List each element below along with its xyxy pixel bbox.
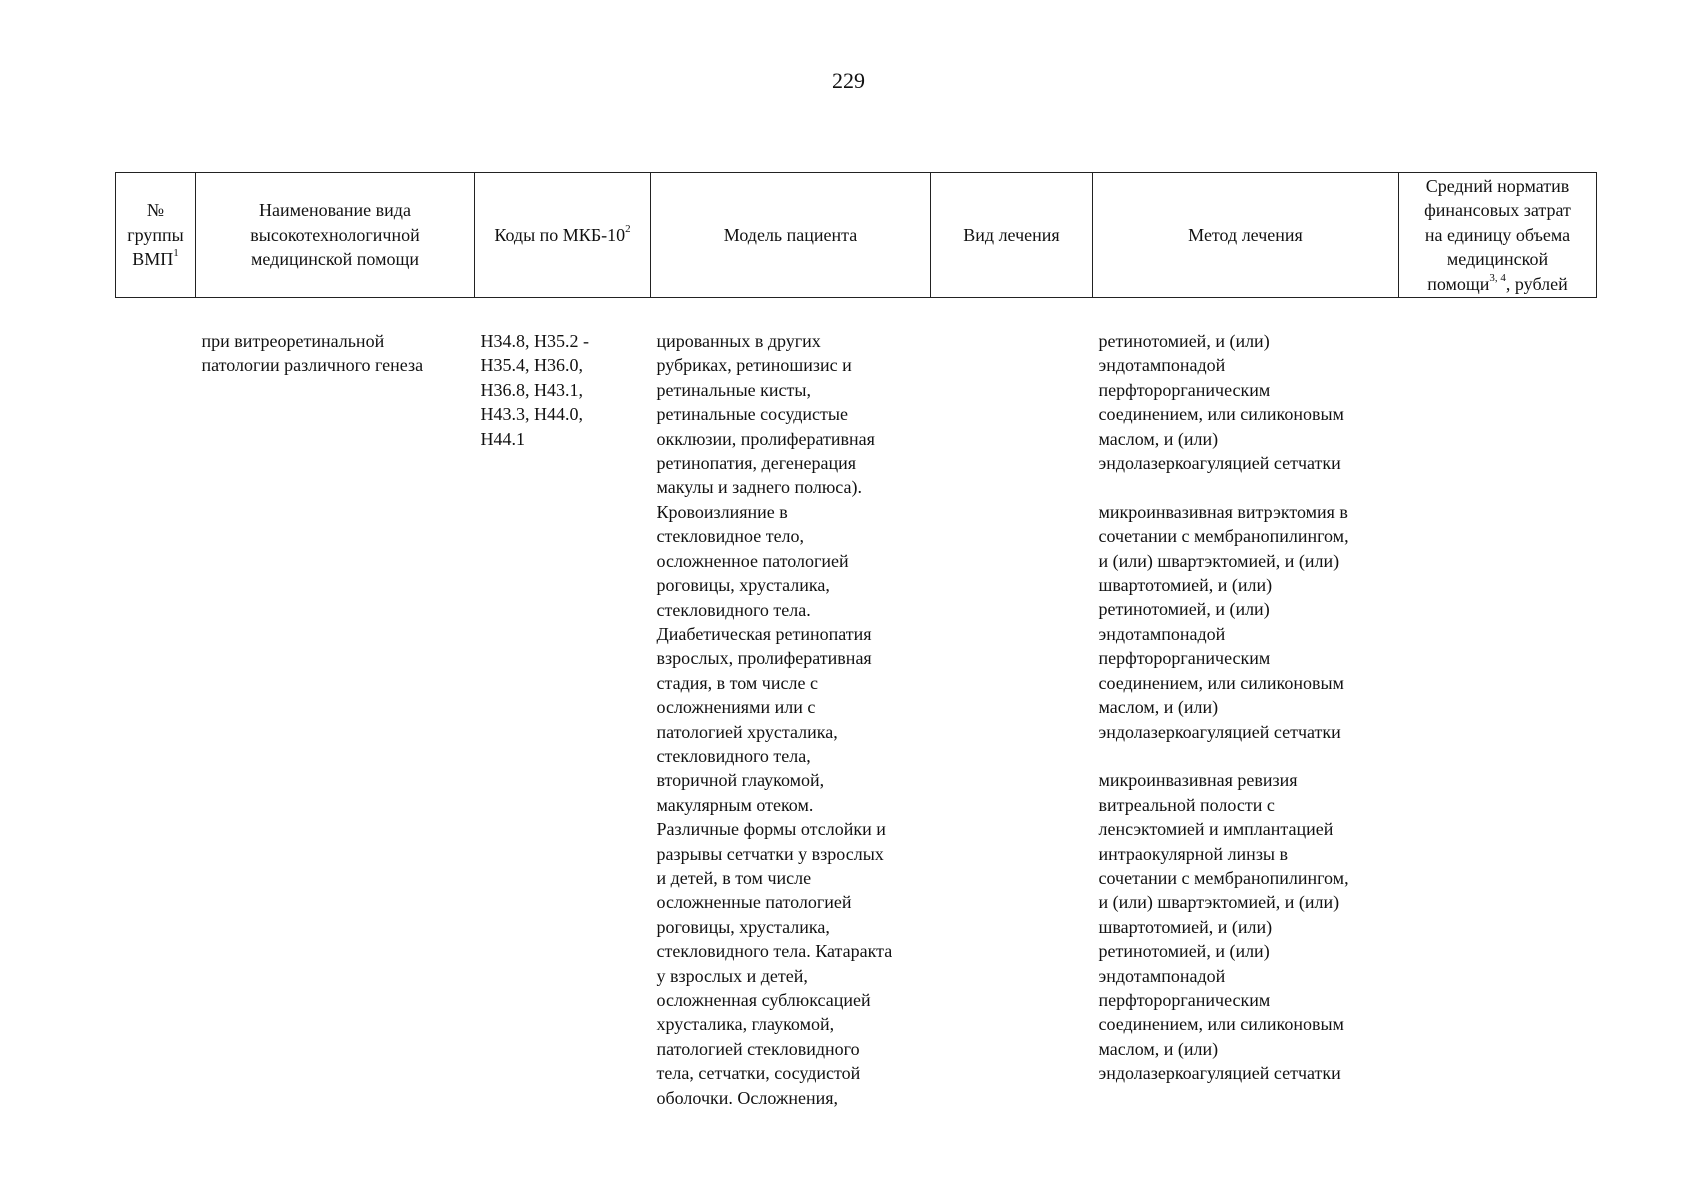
footnote-marker: 3, 4 xyxy=(1489,271,1506,284)
vmp-table xyxy=(115,172,1597,1110)
table-header-row xyxy=(116,173,1597,298)
cell-treatment-method xyxy=(1093,329,1399,1110)
table-row xyxy=(116,329,1597,1110)
header-icd-codes: Коды по МКБ-$10^2$ xyxy=(475,173,651,298)
cell-care-type-name: при витреоретинальной патологии различного генеза xyxy=(201,331,424,376)
header-financial-norm: Средний норматив финансовых затрат на единицу объема медицинской помощи$^{3, 4}$, рублей xyxy=(1399,173,1597,298)
cell-patient-model: цированных в других рубриках, ретиношизис и ретинальные кисты, ретинальные сосудистые окклюзии, пролиферативная ретинопатия, дегенерация макулы и заднего полюса). Кровоизлияние в стекловидное тело, осложненное патологией роговицы, хрусталика, стекловидного тела. Диабетическая ретинопатия взрослых, пролиферативная стадия, в том числе с осложнениями или с патологией хрусталика, стекловидного тела, вторичной глаукомой, макулярным отеком. Различные формы отслойки и разрывы сетчатки у взрослых и детей, в том числе осложненные патологией роговицы, хрусталика, стекловидного тела. Катаракта у взрослых и детей, осложненная сублюксацией хрусталика, глаукомой, патологией стекловидного тела, сетчатки, сосудистой оболочки. Осложнения, xyxy=(656,331,893,1108)
table-spacer xyxy=(116,298,1597,330)
method-block-2: микроинвазивная витрэктомия в сочетании с мембранопилингом, и (или) швартэктомией, и (или) швартотомией, и (или) ретинотомией, и (или) эндотампонадой перфторорганическим соединением, или силиконовым маслом, и (или) эндолазеркоагуляцией сетчатки xyxy=(1098,501,1349,742)
method-block-1: ретинотомией, и (или) эндотампонадой перфторорганическим соединением, или силиконовым маслом, и (или) эндолазеркоагуляцией сетчатки xyxy=(1098,331,1344,474)
page-number: 229 xyxy=(832,68,865,93)
cell-icd-codes: H34.8, H35.2 - H35.4, H36.0, H36.8, H43.1, H43.3, H44.0, H44.1 xyxy=(480,331,589,449)
cell-treatment-type xyxy=(931,329,1093,1110)
header-patient-model: Модель пациента xyxy=(651,173,931,298)
header-group-number: № группы ВМП$^1$ xyxy=(116,173,196,298)
header-care-type-name: Наименование вида высокотехнологичной медицинской помощи xyxy=(196,173,475,298)
footnote-marker: 1 xyxy=(173,247,179,260)
footnote-marker: 2 xyxy=(625,222,631,235)
header-treatment-method: Метод лечения xyxy=(1093,173,1399,298)
method-block-3: микроинвазивная ревизия витреальной полости с ленсэктомией и имплантацией интраокулярной линзы в сочетании с мембранопилингом, и (или) швартэктомией, и (или) швартотомией, и (или) ретинотомией, и (или) эндотампонадой перфторорганическим соединением, или силиконовым маслом, и (или) эндолазеркоагуляцией сетчатки xyxy=(1098,770,1349,1084)
cell-group-number xyxy=(116,329,196,1110)
cell-financial-norm xyxy=(1399,329,1597,1110)
header-treatment-type: Вид лечения xyxy=(931,173,1093,298)
